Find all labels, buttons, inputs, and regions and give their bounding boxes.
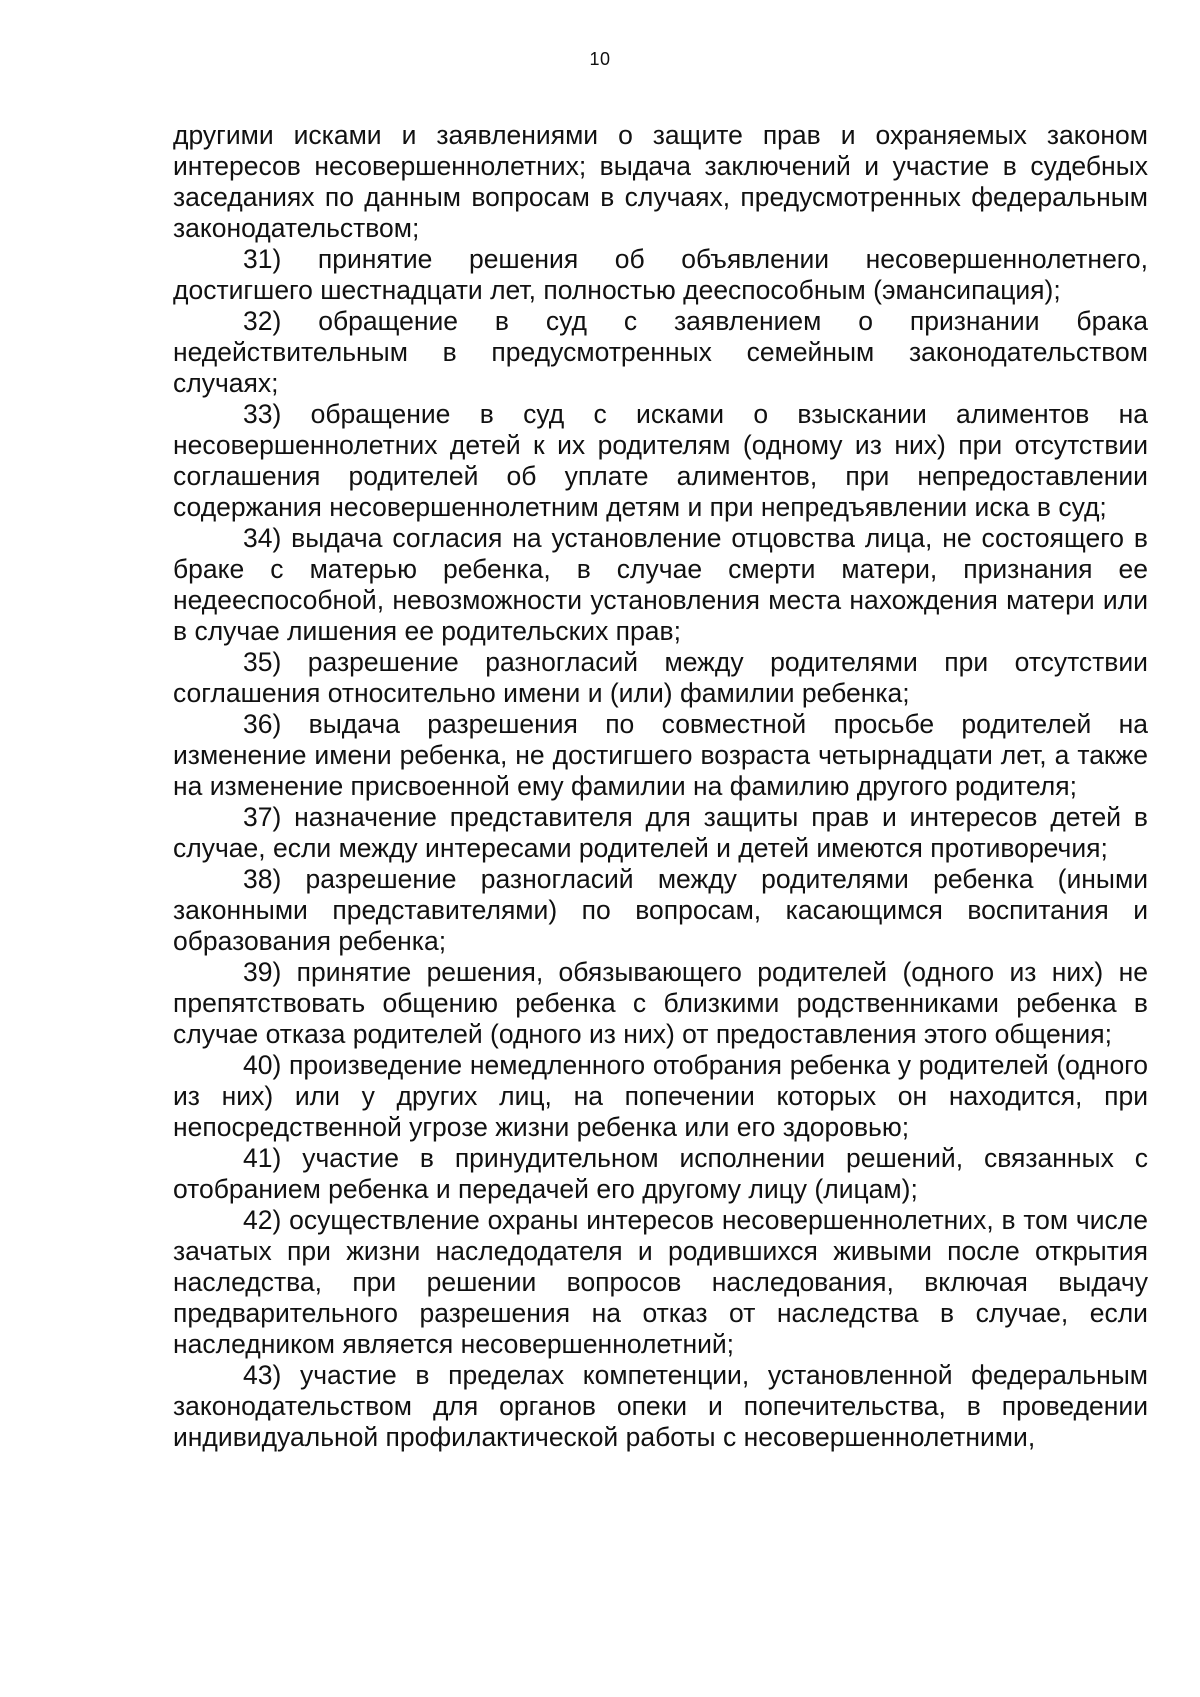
paragraph: 37) назначение представителя для защиты прав и интересов детей в случае, если между интересами родителей и детей имеются противоречия;: [173, 802, 1148, 863]
paragraph: 41) участие в принудительном исполнении решений, связанных с отобранием ребенка и передачей его другому лицу (лицам);: [173, 1143, 1148, 1204]
paragraph: 31) принятие решения об объявлении несовершеннолетнего, достигшего шестнадцати лет, полностью дееспособным (эмансипация);: [173, 244, 1148, 305]
paragraph: 32) обращение в суд с заявлением о признании брака недействительным в предусмотренных семейным законодательством случаях;: [173, 306, 1148, 398]
paragraph: 43) участие в пределах компетенции, установленной федеральным законодательством для органов опеки и попечительства, в проведении индивидуальной профилактической работы с несовершеннолетними,: [173, 1360, 1148, 1452]
paragraph: 35) разрешение разногласий между родителями при отсутствии соглашения относительно имени и (или) фамилии ребенка;: [173, 647, 1148, 708]
paragraph: 36) выдача разрешения по совместной просьбе родителей на изменение имени ребенка, не достигшего возраста четырнадцати лет, а также на изменение присвоенной ему фамилии на фамилию другого родителя;: [173, 709, 1148, 801]
paragraph: другими исками и заявлениями о защите прав и охраняемых законом интересов несовершеннолетних; выдача заключений и участие в судебных заседаниях по данным вопросам в случаях, предусмотренных федеральным законодательством;: [173, 120, 1148, 243]
paragraph: 39) принятие решения, обязывающего родителей (одного из них) не препятствовать общению ребенка с близкими родственниками ребенка в случае отказа родителей (одного из них) от предоставления этого общения;: [173, 957, 1148, 1049]
page-number: 10: [589, 49, 611, 69]
paragraph: 42) осуществление охраны интересов несовершеннолетних, в том числе зачатых при жизни наследодателя и родившихся живыми после открытия наследства, при решении вопросов наследования, включая выдачу предварительного разрешения на отказ от наследства в случае, если наследником является несовершеннолетний;: [173, 1205, 1148, 1359]
paragraph: 34) выдача согласия на установление отцовства лица, не состоящего в браке с матерью ребенка, в случае смерти матери, признания ее недееспособной, невозможности установления места нахождения матери или в случае лишения ее родительских прав;: [173, 523, 1148, 646]
document-body: [173, 120, 1148, 1453]
paragraph: 33) обращение в суд с исками о взыскании алиментов на несовершеннолетних детей к их родителям (одному из них) при отсутствии соглашения родителей об уплате алиментов, при непредоставлении содержания несовершеннолетним детям и при непредъявлении иска в суд;: [173, 399, 1148, 522]
paragraph: 40) произведение немедленного отобрания ребенка у родителей (одного из них) или у других лиц, на попечении которых он находится, при непосредственной угрозе жизни ребенка или его здоровью;: [173, 1050, 1148, 1142]
paragraph: 38) разрешение разногласий между родителями ребенка (иными законными представителями) по вопросам, касающимся воспитания и образования ребенка;: [173, 864, 1148, 956]
